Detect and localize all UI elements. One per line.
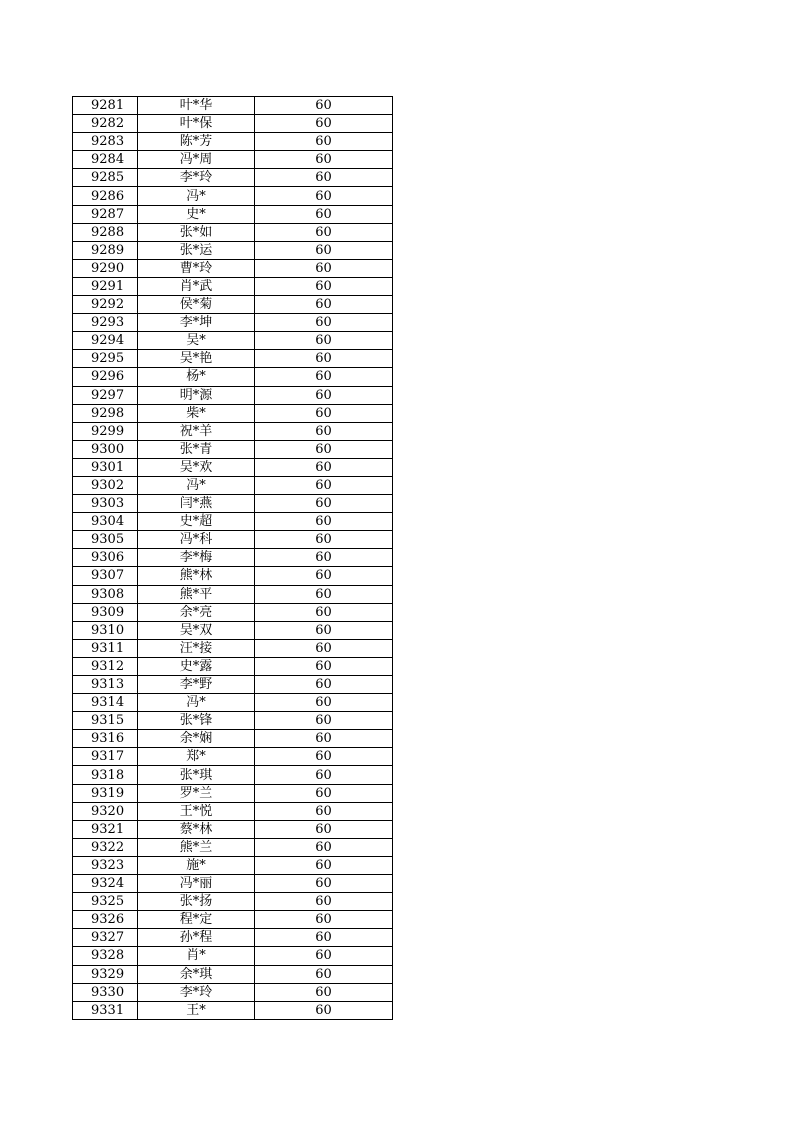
table-row	[73, 1001, 393, 1019]
id-cell: 9308	[73, 585, 138, 603]
name-cell: 李*玲	[138, 983, 255, 1001]
table-row	[73, 97, 393, 115]
id-cell: 9282	[73, 115, 138, 133]
table-row	[73, 241, 393, 259]
name-cell: 熊*平	[138, 585, 255, 603]
table-row	[73, 712, 393, 730]
score-cell: 60	[255, 603, 393, 621]
id-cell: 9325	[73, 893, 138, 911]
name-cell: 王*悦	[138, 802, 255, 820]
table-row	[73, 476, 393, 494]
score-cell: 60	[255, 694, 393, 712]
id-cell: 9286	[73, 187, 138, 205]
name-cell: 陈*芳	[138, 133, 255, 151]
name-cell: 吴*艳	[138, 350, 255, 368]
score-cell: 60	[255, 893, 393, 911]
table-row	[73, 820, 393, 838]
id-cell: 9304	[73, 513, 138, 531]
name-cell: 史*露	[138, 657, 255, 675]
table-row	[73, 115, 393, 133]
name-cell: 王*	[138, 1001, 255, 1019]
name-cell: 余*娴	[138, 730, 255, 748]
table-row	[73, 223, 393, 241]
table-row	[73, 694, 393, 712]
name-cell: 冯*周	[138, 151, 255, 169]
table-row	[73, 875, 393, 893]
table-row	[73, 422, 393, 440]
name-cell: 罗*兰	[138, 784, 255, 802]
table-row	[73, 893, 393, 911]
name-cell: 冯*	[138, 187, 255, 205]
score-cell: 60	[255, 169, 393, 187]
table-row	[73, 947, 393, 965]
table-row	[73, 314, 393, 332]
id-cell: 9305	[73, 531, 138, 549]
table-row	[73, 766, 393, 784]
name-cell: 郑*	[138, 748, 255, 766]
id-cell: 9300	[73, 440, 138, 458]
table-row	[73, 802, 393, 820]
name-cell: 李*玲	[138, 169, 255, 187]
score-cell: 60	[255, 875, 393, 893]
id-cell: 9288	[73, 223, 138, 241]
name-cell: 冯*科	[138, 531, 255, 549]
score-cell: 60	[255, 440, 393, 458]
id-cell: 9283	[73, 133, 138, 151]
table-row	[73, 169, 393, 187]
score-cell: 60	[255, 549, 393, 567]
score-cell: 60	[255, 947, 393, 965]
score-cell: 60	[255, 386, 393, 404]
score-cell: 60	[255, 748, 393, 766]
id-cell: 9303	[73, 495, 138, 513]
name-cell: 李*野	[138, 676, 255, 694]
table-row	[73, 133, 393, 151]
score-cell: 60	[255, 856, 393, 874]
table-row	[73, 368, 393, 386]
id-cell: 9331	[73, 1001, 138, 1019]
name-cell: 张*扬	[138, 893, 255, 911]
name-cell: 熊*兰	[138, 838, 255, 856]
score-cell: 60	[255, 350, 393, 368]
name-cell: 李*梅	[138, 549, 255, 567]
table-row	[73, 296, 393, 314]
score-cell: 60	[255, 585, 393, 603]
id-cell: 9299	[73, 422, 138, 440]
score-cell: 60	[255, 223, 393, 241]
table-row	[73, 458, 393, 476]
score-cell: 60	[255, 965, 393, 983]
table-row	[73, 332, 393, 350]
table-row	[73, 151, 393, 169]
id-cell: 9317	[73, 748, 138, 766]
score-cell: 60	[255, 820, 393, 838]
id-cell: 9281	[73, 97, 138, 115]
table-row	[73, 603, 393, 621]
score-cell: 60	[255, 404, 393, 422]
score-cell: 60	[255, 657, 393, 675]
id-cell: 9291	[73, 277, 138, 295]
name-cell: 李*坤	[138, 314, 255, 332]
score-cell: 60	[255, 97, 393, 115]
table-row	[73, 513, 393, 531]
id-cell: 9285	[73, 169, 138, 187]
id-cell: 9307	[73, 567, 138, 585]
name-cell: 吴*	[138, 332, 255, 350]
score-cell: 60	[255, 476, 393, 494]
score-cell: 60	[255, 277, 393, 295]
id-cell: 9322	[73, 838, 138, 856]
name-cell: 叶*保	[138, 115, 255, 133]
score-cell: 60	[255, 296, 393, 314]
name-cell: 闫*燕	[138, 495, 255, 513]
score-cell: 60	[255, 784, 393, 802]
name-cell: 张*琪	[138, 766, 255, 784]
name-cell: 余*琪	[138, 965, 255, 983]
table-row	[73, 929, 393, 947]
score-cell: 60	[255, 838, 393, 856]
score-cell: 60	[255, 730, 393, 748]
id-cell: 9311	[73, 639, 138, 657]
score-cell: 60	[255, 766, 393, 784]
score-cell: 60	[255, 133, 393, 151]
table-row	[73, 856, 393, 874]
table-row	[73, 567, 393, 585]
name-cell: 余*亮	[138, 603, 255, 621]
score-cell: 60	[255, 259, 393, 277]
id-cell: 9326	[73, 911, 138, 929]
id-cell: 9306	[73, 549, 138, 567]
name-cell: 蔡*林	[138, 820, 255, 838]
name-cell: 张*锋	[138, 712, 255, 730]
score-table	[72, 96, 393, 1020]
id-cell: 9292	[73, 296, 138, 314]
table-row	[73, 187, 393, 205]
score-cell: 60	[255, 151, 393, 169]
table-row	[73, 440, 393, 458]
score-cell: 60	[255, 241, 393, 259]
name-cell: 孙*程	[138, 929, 255, 947]
id-cell: 9297	[73, 386, 138, 404]
id-cell: 9290	[73, 259, 138, 277]
name-cell: 史*	[138, 205, 255, 223]
id-cell: 9294	[73, 332, 138, 350]
name-cell: 肖*	[138, 947, 255, 965]
id-cell: 9315	[73, 712, 138, 730]
name-cell: 冯*丽	[138, 875, 255, 893]
table-row	[73, 495, 393, 513]
name-cell: 叶*华	[138, 97, 255, 115]
score-cell: 60	[255, 1001, 393, 1019]
name-cell: 吴*双	[138, 621, 255, 639]
table-row	[73, 386, 393, 404]
id-cell: 9312	[73, 657, 138, 675]
score-cell: 60	[255, 802, 393, 820]
table-row	[73, 730, 393, 748]
name-cell: 冯*	[138, 694, 255, 712]
name-cell: 肖*武	[138, 277, 255, 295]
score-cell: 60	[255, 422, 393, 440]
id-cell: 9293	[73, 314, 138, 332]
table-row	[73, 549, 393, 567]
id-cell: 9328	[73, 947, 138, 965]
table-row	[73, 657, 393, 675]
score-cell: 60	[255, 531, 393, 549]
id-cell: 9330	[73, 983, 138, 1001]
score-cell: 60	[255, 332, 393, 350]
name-cell: 汪*接	[138, 639, 255, 657]
score-cell: 60	[255, 513, 393, 531]
id-cell: 9298	[73, 404, 138, 422]
id-cell: 9296	[73, 368, 138, 386]
score-cell: 60	[255, 205, 393, 223]
table-row	[73, 784, 393, 802]
table-row	[73, 911, 393, 929]
id-cell: 9327	[73, 929, 138, 947]
name-cell: 祝*羊	[138, 422, 255, 440]
name-cell: 张*青	[138, 440, 255, 458]
id-cell: 9302	[73, 476, 138, 494]
id-cell: 9323	[73, 856, 138, 874]
name-cell: 明*源	[138, 386, 255, 404]
score-cell: 60	[255, 983, 393, 1001]
table-row	[73, 676, 393, 694]
name-cell: 史*超	[138, 513, 255, 531]
id-cell: 9316	[73, 730, 138, 748]
name-cell: 张*如	[138, 223, 255, 241]
id-cell: 9313	[73, 676, 138, 694]
name-cell: 程*定	[138, 911, 255, 929]
id-cell: 9295	[73, 350, 138, 368]
table-row	[73, 585, 393, 603]
table-row	[73, 404, 393, 422]
name-cell: 曹*玲	[138, 259, 255, 277]
table-row	[73, 838, 393, 856]
name-cell: 吴*欢	[138, 458, 255, 476]
table-row	[73, 259, 393, 277]
score-cell: 60	[255, 314, 393, 332]
score-cell: 60	[255, 458, 393, 476]
id-cell: 9319	[73, 784, 138, 802]
table-row	[73, 205, 393, 223]
name-cell: 熊*林	[138, 567, 255, 585]
score-cell: 60	[255, 621, 393, 639]
id-cell: 9284	[73, 151, 138, 169]
id-cell: 9309	[73, 603, 138, 621]
score-cell: 60	[255, 567, 393, 585]
table-row	[73, 639, 393, 657]
score-cell: 60	[255, 495, 393, 513]
score-cell: 60	[255, 676, 393, 694]
name-cell: 冯*	[138, 476, 255, 494]
name-cell: 柴*	[138, 404, 255, 422]
id-cell: 9310	[73, 621, 138, 639]
score-cell: 60	[255, 911, 393, 929]
table-row	[73, 748, 393, 766]
score-cell: 60	[255, 187, 393, 205]
table-row	[73, 531, 393, 549]
name-cell: 张*运	[138, 241, 255, 259]
id-cell: 9287	[73, 205, 138, 223]
name-cell: 杨*	[138, 368, 255, 386]
score-cell: 60	[255, 929, 393, 947]
table-row	[73, 350, 393, 368]
id-cell: 9324	[73, 875, 138, 893]
table-row	[73, 621, 393, 639]
score-cell: 60	[255, 639, 393, 657]
score-cell: 60	[255, 712, 393, 730]
score-cell: 60	[255, 115, 393, 133]
table-row	[73, 277, 393, 295]
id-cell: 9320	[73, 802, 138, 820]
table-row	[73, 983, 393, 1001]
id-cell: 9314	[73, 694, 138, 712]
table-body	[73, 97, 393, 1020]
id-cell: 9301	[73, 458, 138, 476]
name-cell: 施*	[138, 856, 255, 874]
score-cell: 60	[255, 368, 393, 386]
id-cell: 9289	[73, 241, 138, 259]
id-cell: 9318	[73, 766, 138, 784]
id-cell: 9321	[73, 820, 138, 838]
table-row	[73, 965, 393, 983]
id-cell: 9329	[73, 965, 138, 983]
name-cell: 侯*菊	[138, 296, 255, 314]
